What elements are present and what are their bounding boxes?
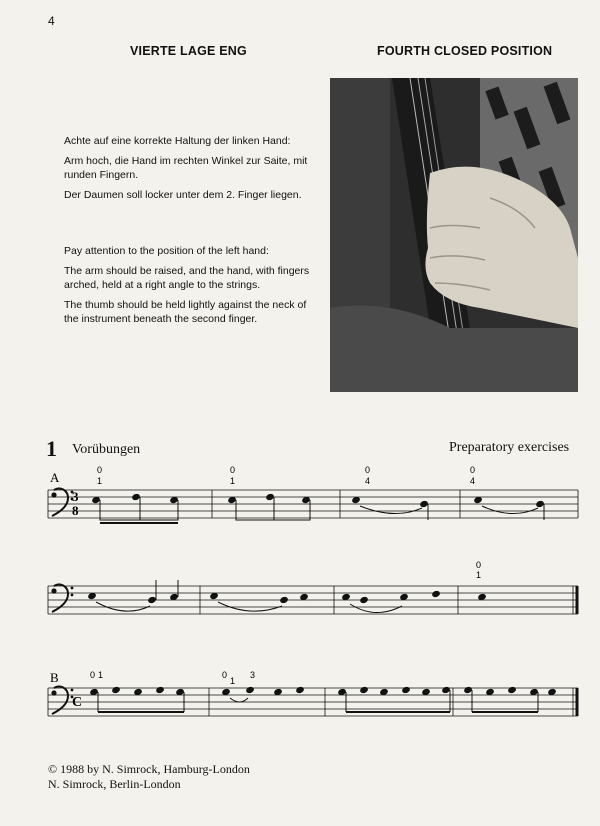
header-german: VIERTE LAGE ENG [130, 44, 247, 58]
fingering: 1 [97, 476, 103, 486]
fingering: 0 [365, 465, 371, 475]
notes-b [89, 686, 557, 712]
page-number: 4 [48, 14, 55, 28]
fingering: 0 [476, 560, 482, 570]
text-line: Der Daumen soll locker unter dem 2. Finger liegen. [64, 188, 302, 201]
fingering: 1 [230, 676, 236, 686]
fingerings-b [90, 670, 255, 686]
text-line: Pay attention to the position of the left hand: [64, 245, 269, 257]
fingering: 0 [97, 465, 103, 475]
time-sig-common: C [72, 695, 83, 710]
notes-a2 [87, 580, 487, 613]
section-title-german: Vorübungen [72, 442, 141, 457]
time-sig-bottom: 8 [72, 503, 79, 518]
fingerings-a2 [476, 560, 481, 580]
staff-a1 [48, 490, 578, 518]
section-title-english: Preparatory exercises [449, 440, 570, 455]
text-line: The thumb should be held lightly against the neck of the instrument beneath the second finger. [64, 298, 307, 325]
exercise-a-label: A [50, 470, 60, 485]
fingering: 1 [476, 570, 482, 580]
fingering: 1 [230, 476, 236, 486]
text-line: The arm should be raised, and the hand, with fingers arched, held at a right angle to the strings. [64, 264, 310, 291]
fingering: 4 [470, 476, 476, 486]
section-number: 1 [46, 436, 57, 461]
header-english: FOURTH CLOSED POSITION [377, 44, 553, 58]
bass-clef-icon [51, 488, 73, 516]
fingering: 0 [222, 670, 228, 680]
copyright-line-2: N. Simrock, Berlin-London [48, 777, 181, 791]
bass-clef-icon [51, 686, 73, 714]
fingering: 3 [250, 670, 256, 680]
copyright-line-1: © 1988 by N. Simrock, Hamburg-London [48, 762, 250, 776]
staff-a2 [48, 586, 578, 614]
time-sig-top: 3 [72, 489, 79, 504]
fingering: 0 [230, 465, 236, 475]
fingering: 0 [90, 670, 96, 680]
fingering: 0 [470, 465, 476, 475]
text-line: Achte auf eine korrekte Haltung der linken Hand: [64, 135, 291, 147]
fingerings-a1 [97, 465, 475, 486]
fingering: 4 [365, 476, 371, 486]
fingering: 1 [98, 670, 104, 680]
bass-clef-icon [51, 584, 73, 612]
text-line: Arm hoch, die Hand im rechten Winkel zur Saite, mit runden Fingern. [64, 154, 308, 181]
exercise-b-label: B [50, 670, 59, 685]
